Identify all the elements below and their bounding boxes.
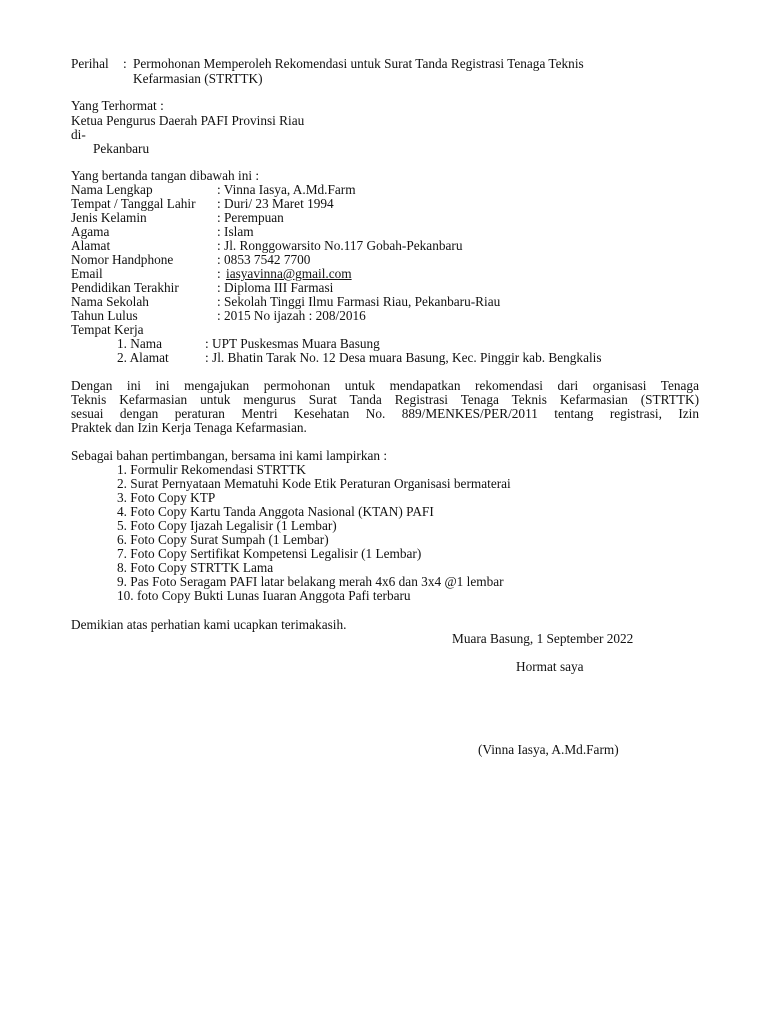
field-value-gender: : Perempuan [217, 210, 284, 225]
field-label-email: Email [71, 266, 103, 281]
recipient-line2: di- [71, 127, 86, 142]
closing-text: Demikian atas perhatian kami ucapkan terimakasih. [71, 617, 347, 632]
intro-text: Yang bertanda tangan dibawah ini : [71, 168, 260, 183]
field-label-school: Nama Sekolah [71, 294, 149, 309]
recipient-line1: Ketua Pengurus Daerah PAFI Provinsi Riau [71, 113, 305, 128]
field-value-school: : Sekolah Tinggi Ilmu Farmasi Riau, Pekanbaru-Riau [217, 294, 501, 309]
workplace-address-value: : Jl. Bhatin Tarak No. 12 Desa muara Basung, Kec. Pinggir kab. Bengkalis [205, 350, 602, 365]
field-label-phone: Nomor Handphone [71, 252, 174, 267]
field-email-separator: : [217, 266, 221, 281]
attachment-item: 8. Foto Copy STRTTK Lama [117, 560, 274, 575]
recipient-city: Pekanbaru [93, 141, 150, 156]
field-label-graduation: Tahun Lulus [71, 308, 138, 323]
signature-place-date: Muara Basung, 1 September 2022 [452, 631, 634, 646]
signature-regards: Hormat saya [516, 659, 584, 674]
field-label-address: Alamat [71, 238, 111, 253]
field-value-education: : Diploma III Farmasi [217, 280, 334, 295]
workplace-address-label: 2. Alamat [117, 350, 169, 365]
field-value-birth: : Duri/ 23 Maret 1994 [217, 196, 334, 211]
field-value-phone: : 0853 7542 7700 [217, 252, 311, 267]
attachment-item: 9. Pas Foto Seragam PAFI latar belakang merah 4x6 dan 3x4 @1 lembar [117, 574, 504, 589]
field-label-birth: Tempat / Tanggal Lahir [71, 196, 196, 211]
field-value-name: : Vinna Iasya, A.Md.Farm [217, 182, 356, 197]
body-paragraph-line4: Praktek dan Izin Kerja Tenaga Kefarmasian. [71, 420, 307, 435]
subject-text-line1: Permohonan Memperoleh Rekomendasi untuk Surat Tanda Registrasi Tenaga Teknis [133, 56, 584, 71]
field-value-religion: : Islam [217, 224, 254, 239]
subject-text-line2: Kefarmasian (STRTTK) [133, 71, 263, 86]
body-paragraph-line3: sesuai dengan peraturan Mentri Kesehatan No. 889/MENKES/PER/2011 tentang registrasi, Izin [71, 406, 699, 421]
field-value-address: : Jl. Ronggowarsito No.117 Gobah-Pekanbaru [217, 238, 463, 253]
workplace-name-value: : UPT Puskesmas Muara Basung [205, 336, 380, 351]
recipient-greeting: Yang Terhormat : [71, 98, 164, 113]
field-label-name: Nama Lengkap [71, 182, 153, 197]
subject-separator: : [123, 56, 127, 71]
signature-name: (Vinna Iasya, A.Md.Farm) [478, 742, 619, 757]
body-paragraph-line1: Dengan ini ini mengajukan permohonan untuk mendapatkan rekomendasi dari organisasi Tenaga [71, 378, 699, 393]
attachments-intro: Sebagai bahan pertimbangan, bersama ini kami lampirkan : [71, 448, 388, 463]
email-link[interactable]: iasyavinna@gmail.com [226, 266, 352, 281]
attachment-item: 7. Foto Copy Sertifikat Kompetensi Legalisir (1 Lembar) [117, 546, 422, 561]
attachment-item: 1. Formulir Rekomendasi STRTTK [117, 462, 307, 477]
attachment-item: 5. Foto Copy Ijazah Legalisir (1 Lembar) [117, 518, 337, 533]
field-label-education: Pendidikan Terakhir [71, 280, 179, 295]
workplace-name-label: 1. Nama [117, 336, 163, 351]
workplace-label: Tempat Kerja [71, 322, 144, 337]
attachment-item: 6. Foto Copy Surat Sumpah (1 Lembar) [117, 532, 329, 547]
field-value-graduation: : 2015 No ijazah : 208/2016 [217, 308, 366, 323]
attachment-item: 2. Surat Pernyataan Mematuhi Kode Etik Peraturan Organisasi bermaterai [117, 476, 511, 491]
field-label-religion: Agama [71, 224, 110, 239]
subject-label: Perihal [71, 56, 109, 71]
body-paragraph-line2: Teknis Kefarmasian untuk mengurus Surat Tanda Registrasi Tenaga Teknis Kefarmasian (STRTTK) [71, 392, 699, 407]
attachment-item: 10. foto Copy Bukti Lunas Iuaran Anggota Pafi terbaru [117, 588, 411, 603]
attachment-item: 4. Foto Copy Kartu Tanda Anggota Nasional (KTAN) PAFI [117, 504, 434, 519]
attachment-item: 3. Foto Copy KTP [117, 490, 216, 505]
field-label-gender: Jenis Kelamin [71, 210, 147, 225]
